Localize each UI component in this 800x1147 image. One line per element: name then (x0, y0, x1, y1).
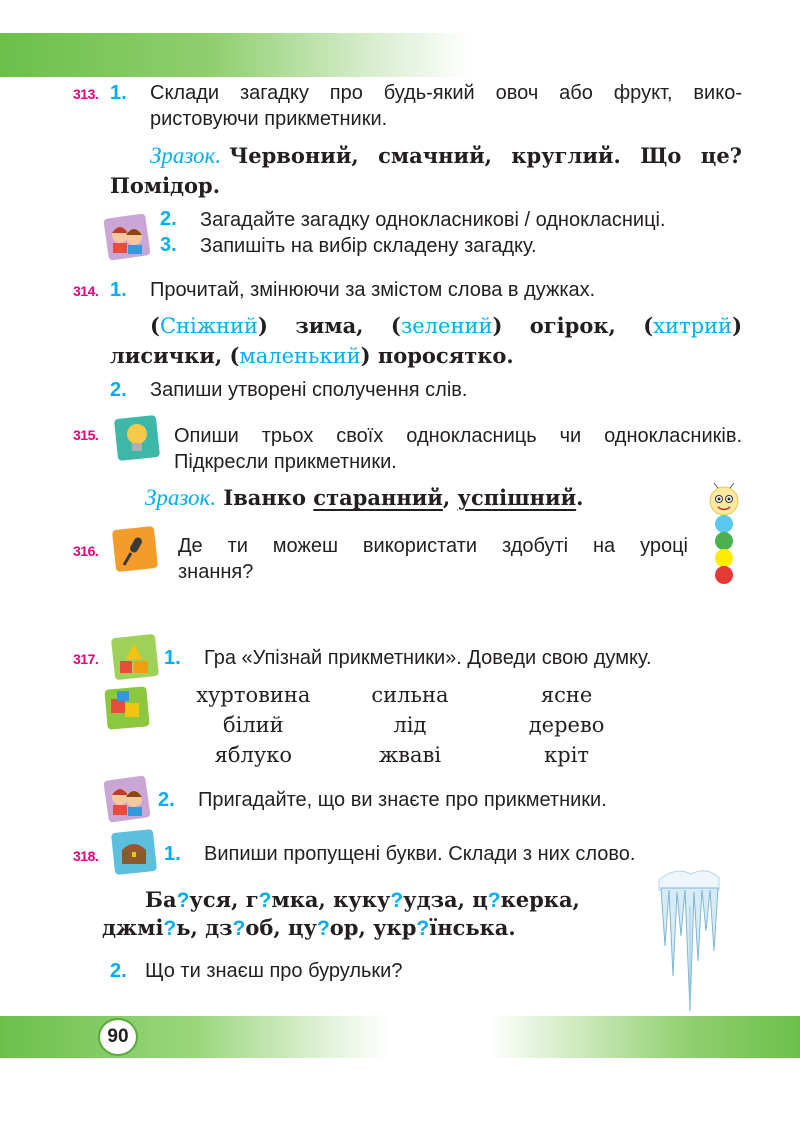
word-row (175, 710, 645, 740)
step-number: 2. (160, 208, 177, 230)
task-318-step-1: Випиши пропущені букви. Склади з них слово. (204, 843, 636, 865)
missing-letter: ? (176, 889, 190, 912)
task-313-step-2: Загадайте загадку однокласникові / однокласниці. (200, 209, 666, 231)
microphone-icon (111, 525, 159, 573)
word-part: об, цу (245, 915, 317, 940)
pair-work-icon (103, 213, 151, 261)
task-number-318: 318. (73, 848, 99, 864)
word-part: їнська. (429, 915, 516, 940)
bottom-green-band-right (490, 1016, 800, 1058)
step-number: 2. (158, 789, 175, 811)
word-cell: жваві (378, 743, 442, 767)
bottom-green-band-left (0, 1016, 390, 1058)
step-number: 1. (110, 279, 127, 301)
task-number-314: 314. (73, 283, 99, 299)
word-cell: кріт (544, 743, 590, 767)
task-315-line-1: Опиши трьох своїх однокласниць чи однокласників. (174, 425, 742, 447)
pair-work-icon (103, 775, 151, 823)
word-cell: лід (393, 713, 427, 737)
lightbulb-icon (113, 414, 161, 462)
icicle-image (655, 866, 723, 1016)
underlined-adjective: старанний (313, 485, 443, 510)
task-314-step-1: Прочитай, змінюючи за змістом слова в дужках. (150, 279, 596, 301)
task-313-line-1: Склади загадку про будь-який овоч або фрукт, вико- (150, 82, 742, 104)
task-314-phrase-line-1 (150, 311, 742, 341)
task-313-sample (150, 141, 742, 171)
word-part: Ба (145, 887, 177, 912)
period: . (576, 485, 584, 510)
missing-letter: ? (258, 889, 272, 912)
step-number: 2. (110, 379, 127, 401)
word-part: удза, ц (403, 887, 488, 912)
word-part: ь, дз (176, 915, 233, 940)
word-cell: ясне (540, 683, 593, 707)
word-part: ор, укр (329, 915, 417, 940)
task-317-step-1: Гра «Упізнай прикметники». Доведи свою думку. (204, 647, 652, 669)
phrase-part: лисички, ( (110, 343, 240, 368)
word-cell: хуртовина (196, 683, 311, 707)
task-number-316: 316. (73, 543, 99, 559)
underlined-adjective: успішний (457, 485, 577, 510)
missing-letter: ? (163, 917, 177, 940)
treasure-chest-icon (110, 828, 158, 876)
highlighted-word: Сніжний (159, 314, 259, 338)
task-number-315: 315. (73, 427, 99, 443)
task-316-line-1: Де ти можеш використати здобуті на уроці (178, 535, 688, 557)
word-part: уся, г (189, 887, 259, 912)
page-number: 90 (98, 1018, 138, 1056)
word-cell: сильна (371, 683, 449, 707)
word-part: керка, (500, 887, 580, 912)
sample-text: Іванко (223, 485, 306, 510)
adjective-game-words (175, 680, 645, 770)
word-cell: яблуко (214, 743, 292, 767)
highlighted-word: маленький (239, 344, 361, 368)
task-number-313: 313. (73, 86, 99, 102)
bracket: ( (150, 313, 160, 338)
missing-letter: ? (416, 917, 430, 940)
highlighted-word: хитрий (653, 314, 733, 338)
phrase-part: ) поросятко. (360, 343, 514, 368)
word-row (175, 680, 645, 710)
missing-letter: ? (316, 917, 330, 940)
letter-cubes-icon (103, 685, 151, 731)
task-number-317: 317. (73, 651, 99, 667)
task-317-step-2: Пригадайте, що ви знаєте про прикметники. (198, 789, 607, 811)
step-number: 2. (110, 960, 127, 982)
word-cell: білий (222, 713, 284, 737)
sample-label: Зразок. (145, 485, 217, 510)
word-part: джмі (102, 915, 164, 940)
comma: , (442, 485, 451, 510)
task-318-step-2: Що ти знаєш про бурульки? (145, 960, 403, 982)
step-number: 1. (110, 82, 127, 104)
task-318-words-line-2 (102, 913, 516, 944)
task-314-phrase-line-2 (110, 341, 514, 371)
word-cell: дерево (528, 713, 605, 737)
missing-letter: ? (487, 889, 501, 912)
phrase-part: ) (732, 313, 742, 338)
sample-label: Зразок. (150, 143, 222, 168)
phrase-part: ) зима, ( (258, 313, 401, 338)
sample-text: Червоний, смачний, круглий. Що це? (229, 143, 742, 168)
word-part: мка, куку (271, 887, 391, 912)
task-315-sample (145, 483, 583, 513)
word-row (175, 740, 645, 770)
highlighted-word: зелений (400, 314, 493, 338)
step-number: 3. (160, 234, 177, 256)
task-316-line-2: знання? (178, 561, 254, 583)
task-313-sample-answer: Помідор. (110, 173, 221, 198)
phrase-part: ) огірок, ( (492, 313, 654, 338)
task-314-step-2: Запиши утворені сполучення слів. (150, 379, 468, 401)
step-number: 1. (164, 647, 181, 669)
missing-letter: ? (232, 917, 246, 940)
task-318-words-line-1 (145, 885, 580, 916)
task-315-line-2: Підкресли прикметники. (174, 451, 397, 473)
top-green-band (0, 33, 470, 77)
missing-letter: ? (390, 889, 404, 912)
traffic-light-caterpillar-icon (700, 483, 750, 587)
blocks-icon (110, 633, 160, 681)
task-313-step-3: Запишіть на вибір складену загадку. (200, 235, 537, 257)
step-number: 1. (164, 843, 181, 865)
task-313-line-2: ристовуючи прикметники. (150, 108, 388, 130)
